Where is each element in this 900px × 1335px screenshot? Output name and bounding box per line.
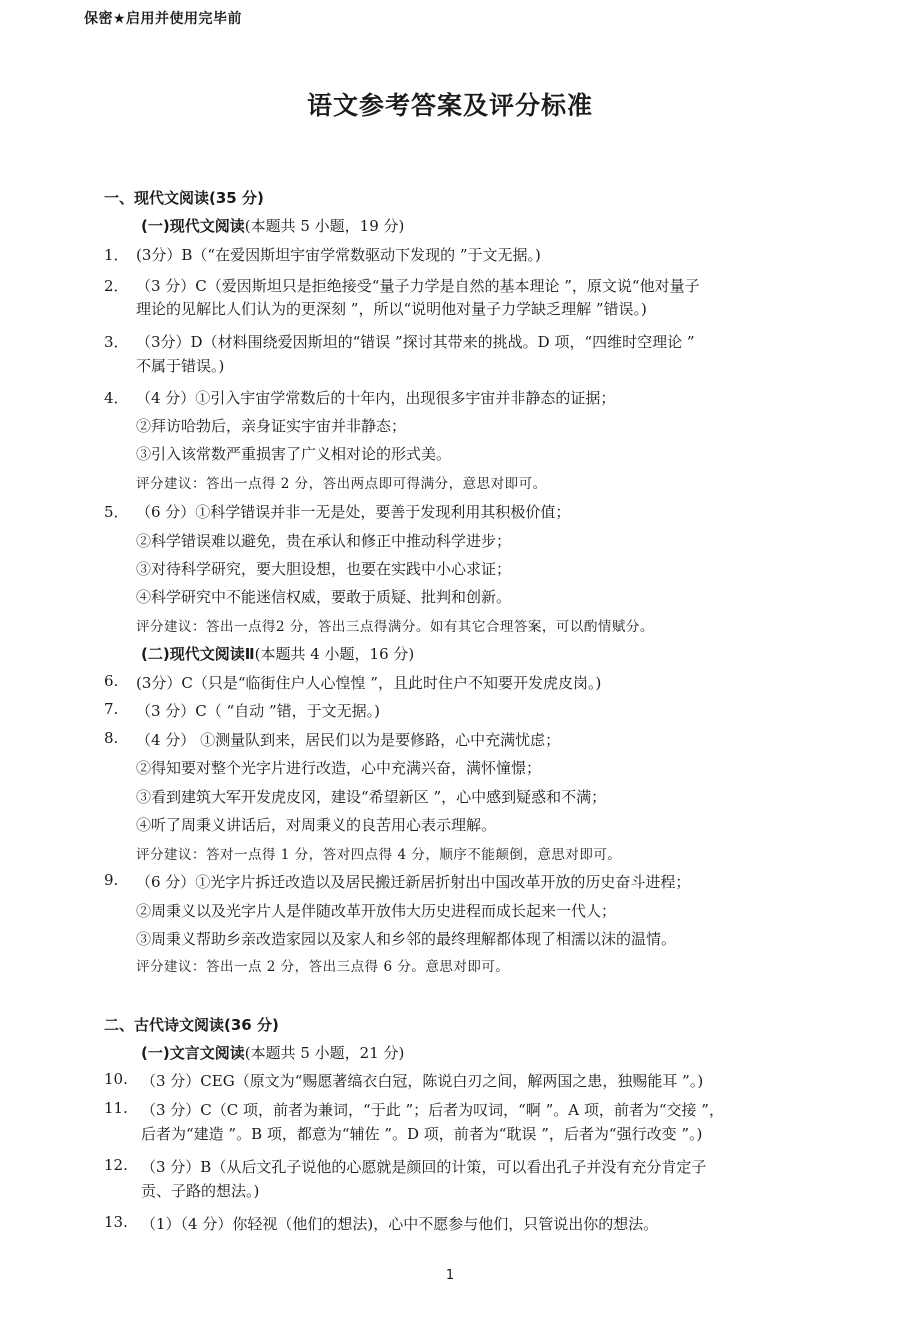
answer-line: （3 分）C（C 项，前者为兼词，“于此 ”；后者为叹词，“啊 ”。A 项，前者为“交接 ”， <box>141 1101 724 1119</box>
scoring-note: 评分建议：答出一点得 2 分，答出两点即可得满分，意思对即可。 <box>136 476 547 492</box>
scoring-note: 评分建议：答对一点得 1 分，答对四点得 4 分，顺序不能颠倒，意思对即可。 <box>136 847 622 863</box>
subsection-heading <box>141 643 414 664</box>
answer-line: ④科学研究中不能迷信权威，要敢于质疑、批判和创新。 <box>136 588 512 606</box>
answer-line: （4 分） ①测量队到来，居民们以为是要修路，心中充满忧虑； <box>136 731 561 749</box>
answer-line: ③对待科学研究，要大胆设想，也要在实践中小心求证； <box>136 560 512 578</box>
answer-line: ③周秉义帮助乡亲改造家园以及家人和乡邻的最终理解都体现了相濡以沫的温情。 <box>136 930 677 948</box>
question-number: 7. <box>104 700 119 718</box>
question-number: 4． <box>104 389 129 407</box>
question-number: 10. <box>104 1070 128 1088</box>
answer-line: ④听了周秉义讲话后，对周秉义的良苦用心表示理解。 <box>136 816 497 834</box>
scoring-note: 评分建议：答出一点 2 分，答出三点得 6 分。意思对即可。 <box>136 959 510 975</box>
subsection-heading <box>141 1042 404 1063</box>
answer-line: （6 分）①科学错误并非一无是处，要善于发现利用其积极价值； <box>136 503 571 521</box>
question-number: 5． <box>104 503 129 521</box>
question-number: 3． <box>104 333 129 351</box>
answer-line: （3 分）C（ “自动 ”错，于文无据。) <box>136 702 381 720</box>
page-number: 1 <box>445 1268 455 1283</box>
question-number: 6. <box>104 672 119 690</box>
answer-line: 贡、子路的想法。) <box>141 1182 260 1200</box>
answer-line: ②拜访哈勃后，亲身证实宇宙并非静态； <box>136 417 407 435</box>
question-number: 1． <box>104 246 129 264</box>
answer-line: 后者为“建造 ”。B 项，都意为“辅佐 ”。D 项，前者为“耽误 ”，后者为“强行改变 ”。) <box>141 1125 703 1143</box>
question-number: 8. <box>104 729 119 747</box>
question-number: 11. <box>104 1099 128 1117</box>
answer-line: （3 分）B（从后文孔子说他的心愿就是颜回的计策，可以看出孔子并没有充分肯定子 <box>141 1158 707 1176</box>
question-number: 9. <box>104 871 119 889</box>
subsection-label: (二)现代文阅读Ⅱ <box>141 645 255 663</box>
answer-line: ②周秉义以及光字片人是伴随改革开放伟大历史进程而成长起来一代人； <box>136 902 617 920</box>
answer-line: (3分）B（“在爱因斯坦宇宙学常数驱动下发现的 ”于文无据。) <box>136 246 541 264</box>
answer-line: (3分）C（只是“临街住户人心惶惶 ”，且此时住户不知要开发虎皮岗。) <box>136 674 602 692</box>
answer-line: （3 分）C（爱因斯坦只是拒绝接受“量子力学是自然的基本理论 ”，原文说“他对量子 <box>136 277 700 295</box>
page-title: 语文参考答案及评分标准 <box>306 91 593 120</box>
section-heading: 二、古代诗文阅读(36 分) <box>104 1016 279 1034</box>
answer-line: （1）（4 分）你轻视（他们的想法)，心中不愿参与他们，只管说出你的想法。 <box>141 1215 659 1233</box>
subsection-label: (一)文言文阅读 <box>141 1044 245 1062</box>
subsection-info: (本题共 5 小题，19 分) <box>244 217 405 235</box>
answer-line: ③看到建筑大军开发虎皮冈，建设“希望新区 ”，心中感到疑惑和不满； <box>136 788 607 806</box>
subsection-info: (本题共 5 小题，21 分) <box>244 1044 405 1062</box>
subsection-heading <box>141 215 404 236</box>
answer-line: ②科学错误难以避免，贵在承认和修正中推动科学进步； <box>136 532 512 550</box>
scoring-note: 评分建议：答出一点得2 分，答出三点得满分。如有其它合理答案，可以酌情赋分。 <box>136 619 654 635</box>
answer-line: （4 分）①引入宇宙学常数后的十年内，出现很多宇宙并非静态的证据； <box>136 389 616 407</box>
question-number: 13. <box>104 1213 128 1231</box>
answer-line: 不属于错误。) <box>136 357 225 375</box>
subsection-info: (本题共 4 小题，16 分) <box>254 645 415 663</box>
answer-line: 理论的见解比人们认为的更深刻 ”，所以“说明他对量子力学缺乏理解 ”错误。) <box>136 300 647 318</box>
answer-line: ③引入该常数严重损害了广义相对论的形式美。 <box>136 445 452 463</box>
answer-line: （6 分）①光字片拆迁改造以及居民搬迁新居折射出中国改革开放的历史奋斗进程； <box>136 873 691 891</box>
question-number: 12. <box>104 1156 128 1174</box>
section-heading: 一、现代文阅读(35 分) <box>104 189 264 207</box>
answer-line: ②得知要对整个光字片进行改造，心中充满兴奋，满怀憧憬； <box>136 759 542 777</box>
confidentiality-header: 保密★启用并使用完毕前 <box>84 11 243 27</box>
subsection-label: (一)现代文阅读 <box>141 217 245 235</box>
answer-line: （3分）D（材料围绕爱因斯坦的“错误 ”探讨其带来的挑战。D 项，“四维时空理论 ” <box>136 333 695 351</box>
answer-line: （3 分）CEG（原文为“赐愿著缟衣白冠，陈说白刃之间，解两国之患，独赐能耳 ”。) <box>141 1072 704 1090</box>
question-number: 2． <box>104 277 129 295</box>
